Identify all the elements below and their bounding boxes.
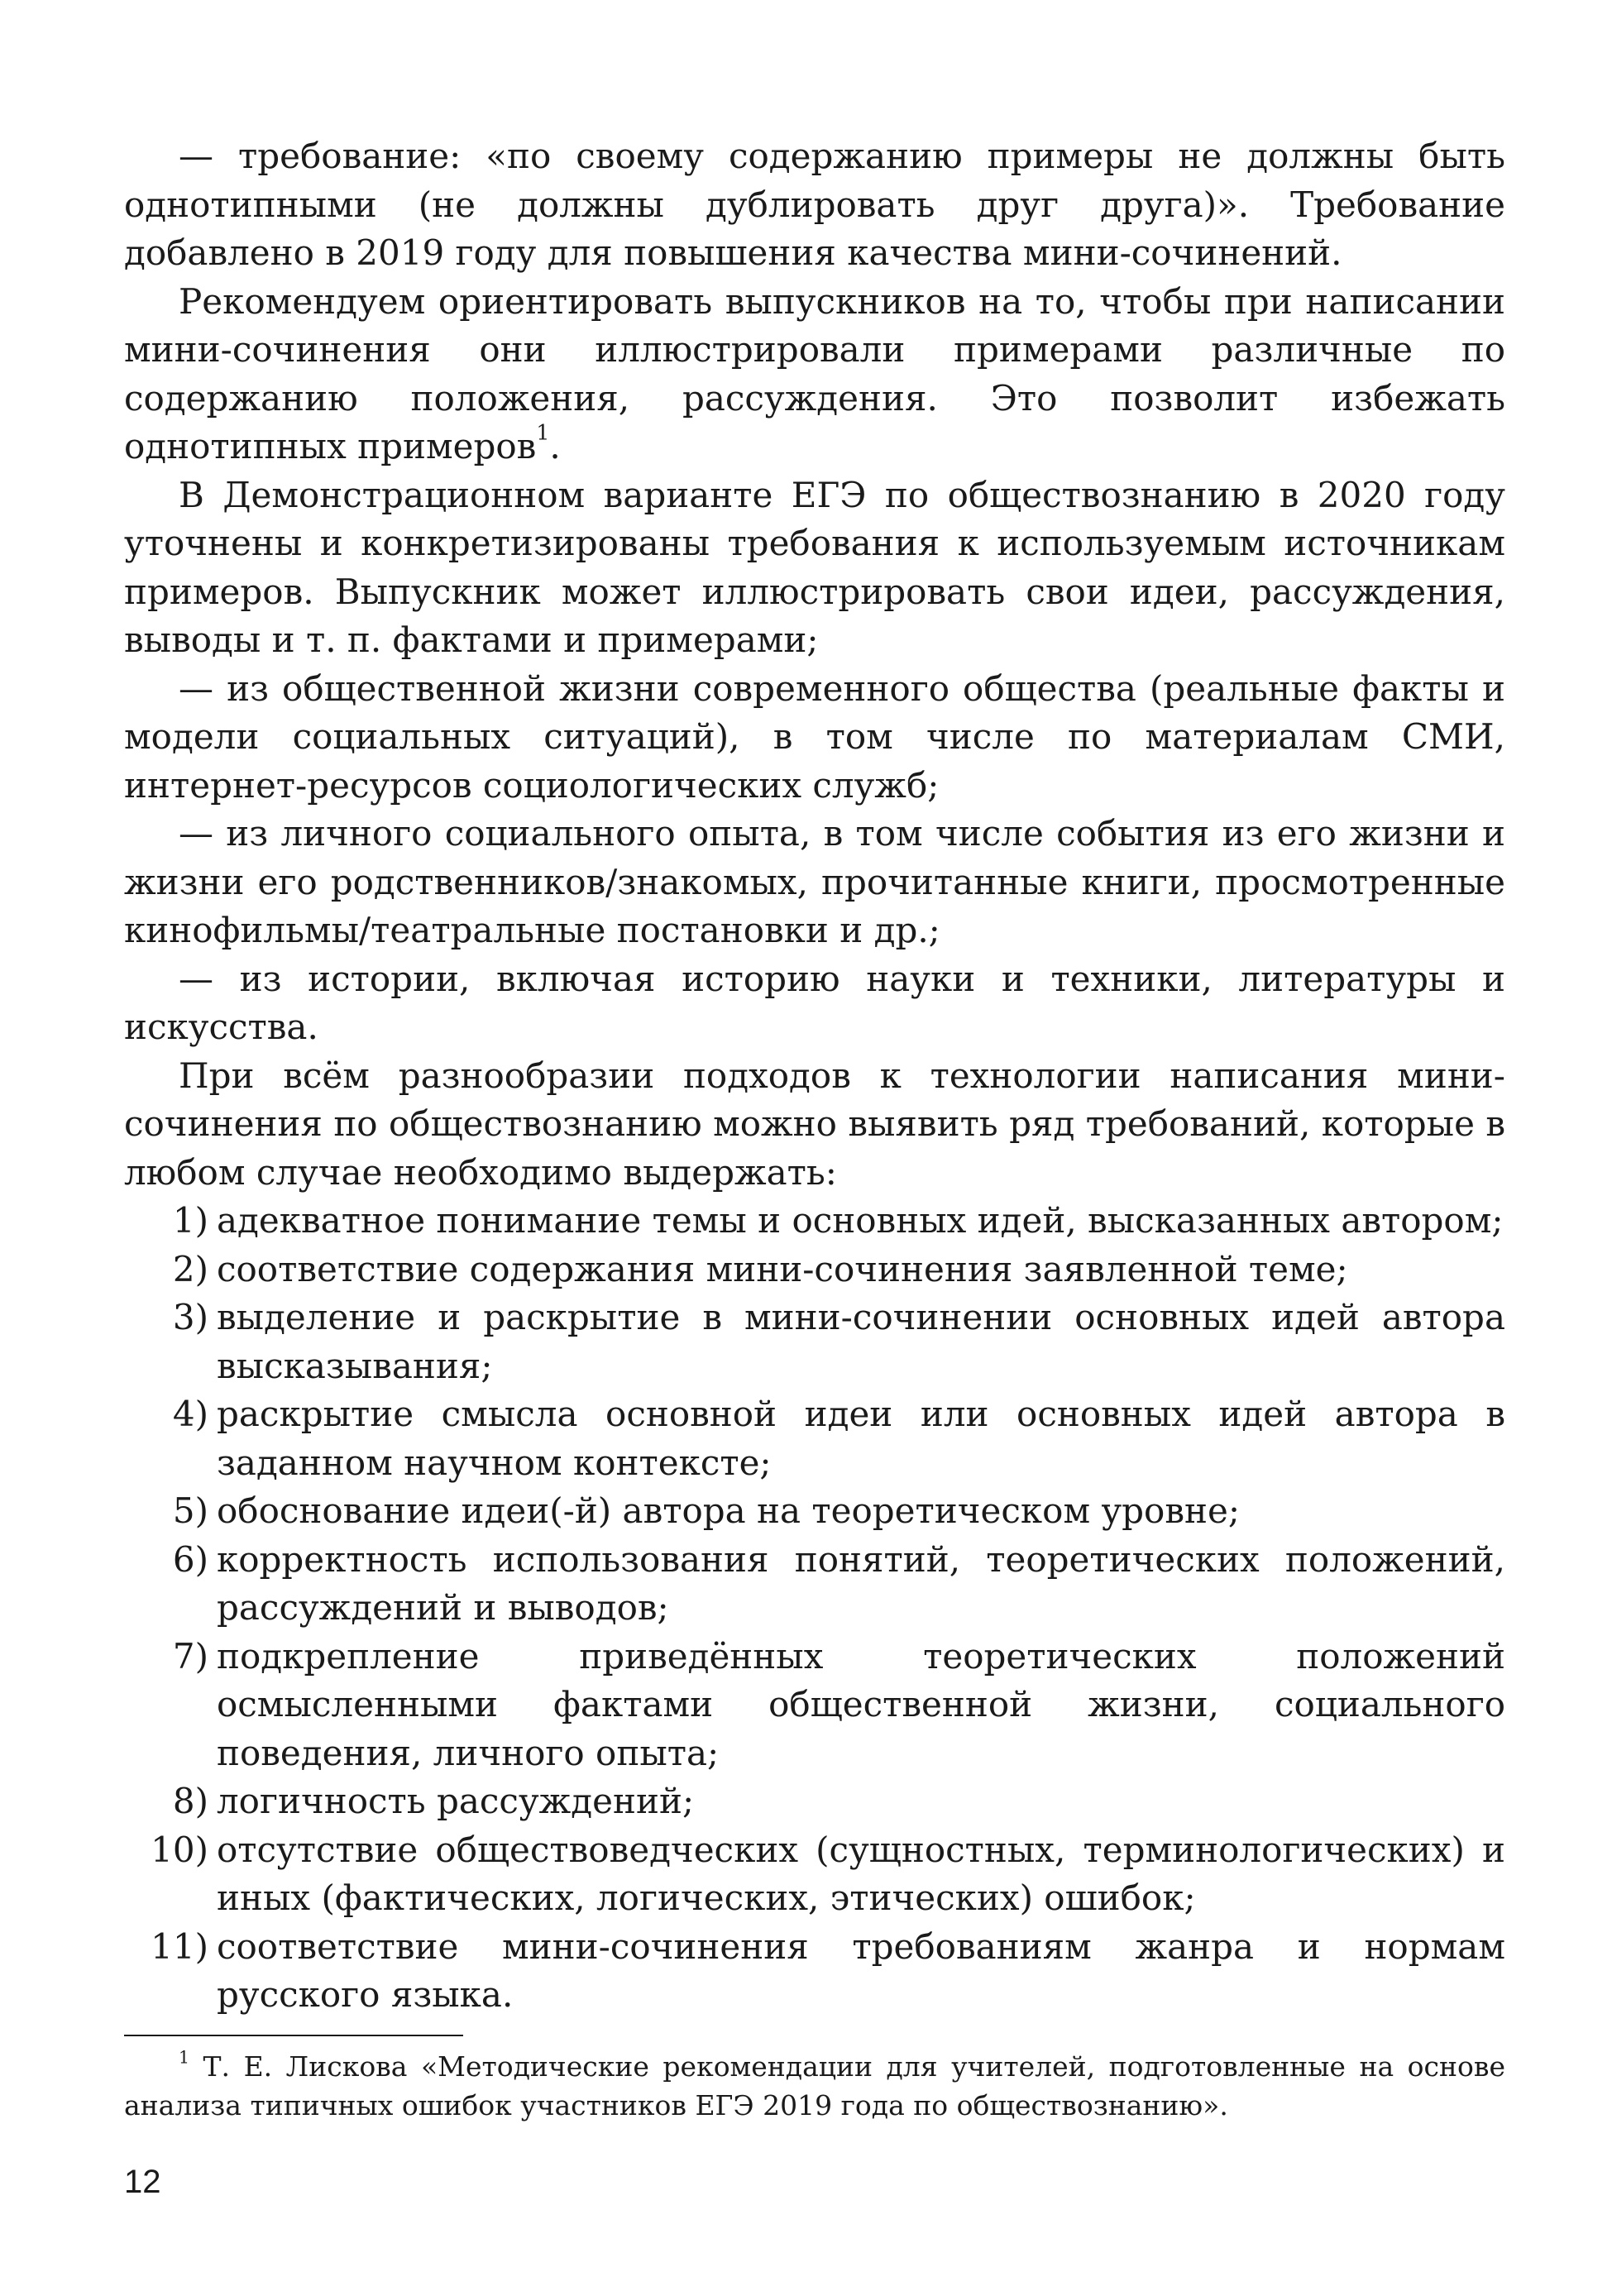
list-item bbox=[124, 1246, 1505, 1294]
list-number: 3) bbox=[172, 1297, 208, 1337]
list-text: адекватное понимание темы и основных идей, высказанных автором; bbox=[217, 1200, 1504, 1241]
footnote bbox=[124, 2047, 1505, 2125]
list-number: 6) bbox=[172, 1538, 208, 1580]
list-number: 2) bbox=[172, 1248, 208, 1289]
footnote-ref[interactable]: 1 bbox=[536, 420, 550, 445]
paragraph: — из общественной жизни современного общества (реальные факты и модели социальных ситуаций), в том числе по материалам СМИ, интернет-ресурсов социологических служб; bbox=[124, 667, 1505, 806]
list-text: подкрепление приведённых теоретических положений осмысленными фактами общественной жизни, социального поведения, личного опыта; bbox=[217, 1635, 1505, 1773]
list-number: 1) bbox=[172, 1200, 208, 1241]
paragraph: — требование: «по своему содержанию примеры не должны быть однотипными (не должны дублировать друг друга)». Требование добавлено в 2019 году для повышения качества мини-сочинений. bbox=[124, 136, 1505, 273]
list-item bbox=[124, 1536, 1505, 1633]
list-item bbox=[124, 1390, 1505, 1487]
list-item bbox=[124, 1294, 1505, 1390]
paragraph: При всём разнообразии подходов к технологии написания мини-сочинения по обществознанию можно выявить ряд требований, которые в любом случае необходимо выдержать: bbox=[124, 1055, 1505, 1193]
footnote-divider bbox=[124, 2035, 463, 2036]
list-number: 10) bbox=[151, 1829, 208, 1870]
list-item bbox=[124, 1633, 1505, 1778]
list-text: логичность рассуждений; bbox=[217, 1781, 695, 1821]
list-text: соответствие мини-сочинения требованиям жанра и нормам русского языка. bbox=[217, 1925, 1505, 2015]
footnote-mark: 1 bbox=[179, 2047, 190, 2068]
list-number: 8) bbox=[172, 1781, 208, 1821]
main-text bbox=[124, 132, 1505, 2020]
list-text: отсутствие обществоведческих (сущностных, терминологических) и иных (фактических, логических, этических) ошибок; bbox=[217, 1829, 1505, 1918]
list-item bbox=[124, 1197, 1505, 1246]
list-number: 5) bbox=[172, 1490, 208, 1531]
paragraph: — из личного социального опыта, в том числе события из его жизни и жизни его родственников/знакомых, прочитанные книги, просмотренные кинофильмы/театральные постановки и др.; bbox=[124, 813, 1505, 950]
paragraph: В Демонстрационном варианте ЕГЭ по обществознанию в 2020 году уточнены и конкретизированы требования к используемым источникам примеров. Выпускник может иллюстрировать свои идеи, рассуждения, выводы и т. п. фактами и примерами; bbox=[124, 474, 1505, 660]
list-text: обоснование идеи(-й) автора на теоретическом уровне; bbox=[217, 1490, 1240, 1531]
list-number: 7) bbox=[172, 1635, 208, 1677]
list-item bbox=[124, 1487, 1505, 1536]
list-item bbox=[124, 1923, 1505, 2020]
list-item bbox=[124, 1826, 1505, 1923]
list-text: соответствие содержания мини-сочинения заявленной теме; bbox=[217, 1248, 1348, 1289]
list-number: 11) bbox=[151, 1925, 208, 1967]
page-number: 12 bbox=[124, 2164, 161, 2200]
list-text: выделение и раскрытие в мини-сочинении основных идей автора высказывания; bbox=[217, 1297, 1505, 1386]
list-text: раскрытие смысла основной идеи или основных идей автора в заданном научном контексте; bbox=[217, 1394, 1505, 1483]
paragraph: Рекомендуем ориентировать выпускников на то, чтобы при написании мини-сочинения они иллюстрировали примерами различные по содержанию положения, рассуждения. Это позволит избежать однотипных примеров$^1$. bbox=[124, 280, 1505, 466]
footnote-text: $^1$ Т. Е. Лискова «Методические рекомендации для учителей, подготовленные на основе анализа типичных ошибок участников ЕГЭ 2019 года по обществознанию». bbox=[124, 2047, 1505, 2121]
list-number: 4) bbox=[172, 1394, 208, 1434]
paragraph: — из истории, включая историю науки и техники, литературы и искусства. bbox=[124, 958, 1505, 1047]
list-item bbox=[124, 1777, 1505, 1826]
list-text: корректность использования понятий, теоретических положений, рассуждений и выводов; bbox=[217, 1538, 1505, 1628]
